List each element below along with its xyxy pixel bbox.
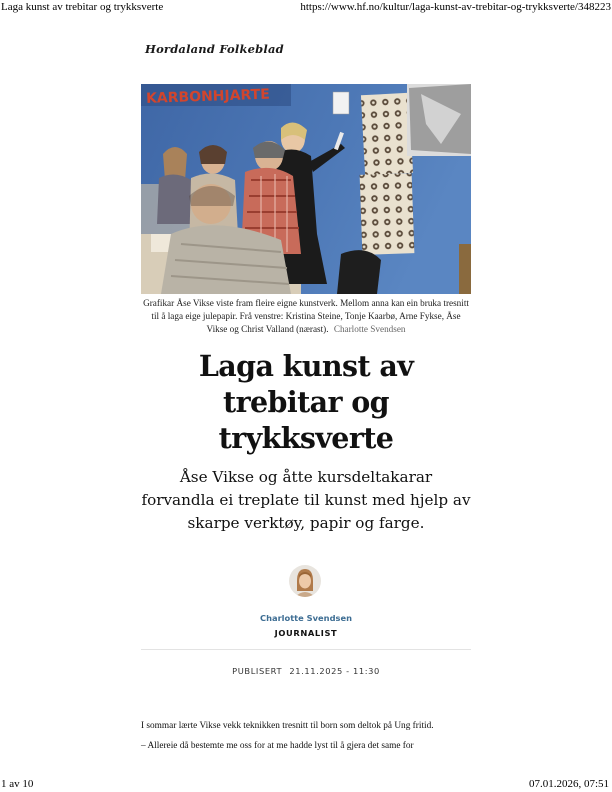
photo-caption [141, 297, 471, 336]
caption-text: Grafikar Åse Vikse viste fram fleire eigne kunstverk. Mellom anna kan ein bruka tresnitt til å laga eige julepapir. Frå venstre: Kristina Steine, Tonje Kaarbø, Arne Fykse, Åse Vikse og Christ Valland (nærast). [143, 298, 469, 334]
body-paragraph: – Allereie då bestemte me oss for at me hadde lyst til å gjera det same for [141, 741, 414, 751]
article-lead: Åse Vikse og åtte kursdeltakarar forvandla ei treplate til kunst med hjelp av skarpe verktøy, papir og farge. [141, 468, 471, 532]
print-header [0, 0, 612, 14]
divider [141, 649, 471, 650]
page-count: 1 av 10 [1, 778, 34, 790]
published-date: 21.11.2025 - 11:30 [289, 666, 380, 676]
print-date: 07.01.2026, 07:51 [528, 778, 609, 790]
author-avatar[interactable] [289, 565, 321, 597]
author-role: JOURNALIST [274, 628, 338, 638]
site-logo[interactable]: Hordaland Folkeblad [145, 42, 284, 56]
wall-banner-text: KARBONHJARTE [145, 86, 271, 107]
page-title: Laga kunst av trebitar og trykksverte [1, 1, 164, 13]
photo-credit: Charlotte Svendsen [333, 324, 406, 334]
author-name[interactable]: Charlotte Svendsen [259, 613, 352, 623]
published-label: PUBLISERT [232, 666, 283, 676]
print-footer [0, 778, 612, 792]
article-headline: Laga kunst av trebitar og trykksverte [198, 349, 414, 455]
body-paragraph: I sommar lærte Vikse vekk teknikken tresnitt til born som deltok på Ung fritid. [141, 721, 434, 731]
published-info [141, 666, 471, 676]
page-url[interactable]: https://www.hf.no/kultur/laga-kunst-av-trebitar-og-trykksverte/348223 [300, 1, 611, 13]
hero-image [141, 84, 471, 294]
